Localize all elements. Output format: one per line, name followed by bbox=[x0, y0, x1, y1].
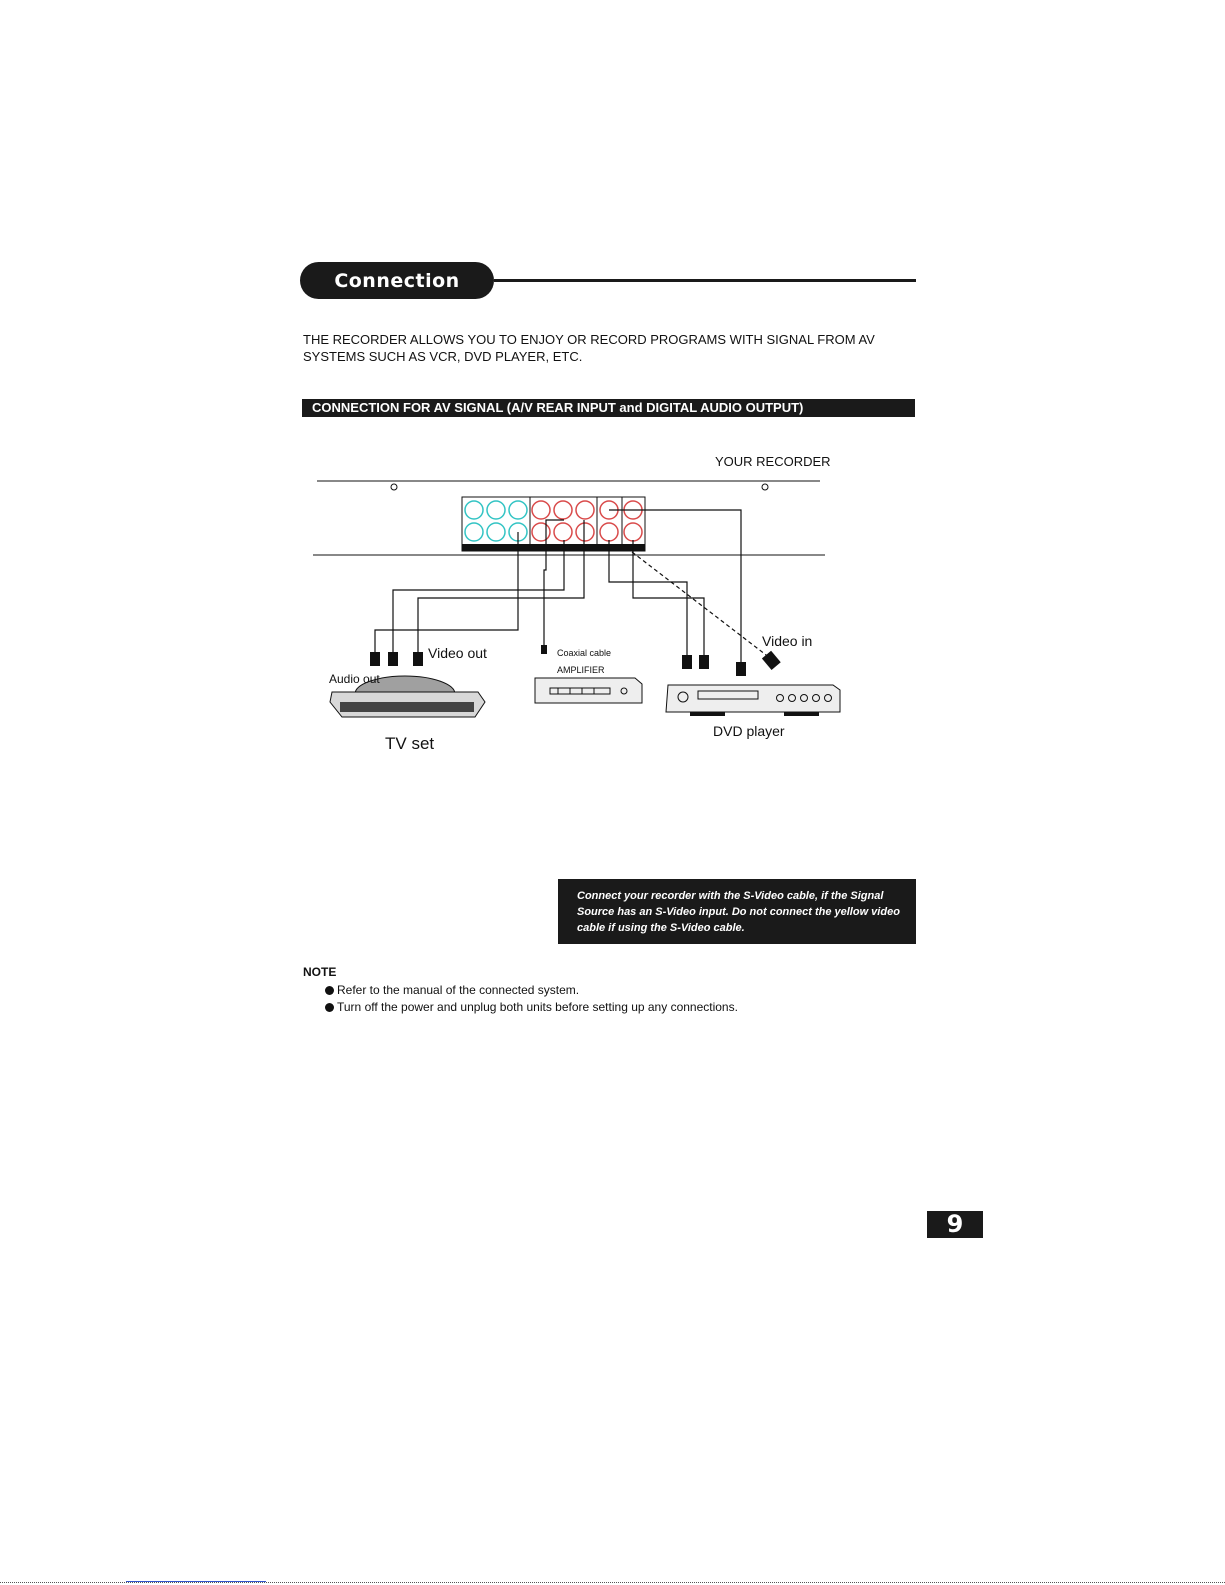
coaxial-cable-label: Coaxial cable bbox=[557, 648, 612, 658]
video-out-label: Video out bbox=[428, 645, 487, 661]
audio-out-label: Audio out bbox=[329, 672, 380, 686]
recorder-rear-panel bbox=[313, 481, 825, 555]
note-list bbox=[325, 982, 738, 1016]
section-title: Connection bbox=[300, 262, 494, 299]
note-item: Refer to the manual of the connected system. bbox=[325, 982, 738, 999]
note-title: NOTE bbox=[303, 965, 337, 979]
s-video-note-box: Connect your recorder with the S-Video cable, if the Signal Source has an S-Video input. Do not connect the yellow video cable if using the S-Video cable. bbox=[558, 879, 916, 944]
page-number: 9 bbox=[927, 1211, 983, 1238]
footer-link-underline bbox=[126, 1581, 266, 1582]
intro-text: THE RECORDER ALLOWS YOU TO ENJOY OR RECORD PROGRAMS WITH SIGNAL FROM AV SYSTEMS SUCH AS VCR, DVD PLAYER, ETC. bbox=[303, 332, 875, 364]
subsection-header: CONNECTION FOR AV SIGNAL (A/V REAR INPUT and DIGITAL AUDIO OUTPUT) bbox=[302, 399, 915, 417]
recorder-label: YOUR RECORDER bbox=[715, 454, 831, 469]
amplifier-icon bbox=[535, 678, 642, 703]
section-rule bbox=[494, 279, 916, 282]
dvd-player-icon bbox=[666, 685, 840, 716]
video-in-label: Video in bbox=[762, 633, 813, 649]
av-input-jacks bbox=[532, 501, 642, 541]
footer-rule bbox=[0, 1582, 1225, 1583]
dvd-player-label: DVD player bbox=[713, 723, 785, 739]
connection-diagram bbox=[300, 440, 860, 770]
note-item: Turn off the power and unplug both units before setting up any connections. bbox=[325, 999, 738, 1016]
amplifier-label: AMPLIFIER bbox=[557, 665, 605, 675]
tv-set-label: TV set bbox=[385, 734, 435, 753]
